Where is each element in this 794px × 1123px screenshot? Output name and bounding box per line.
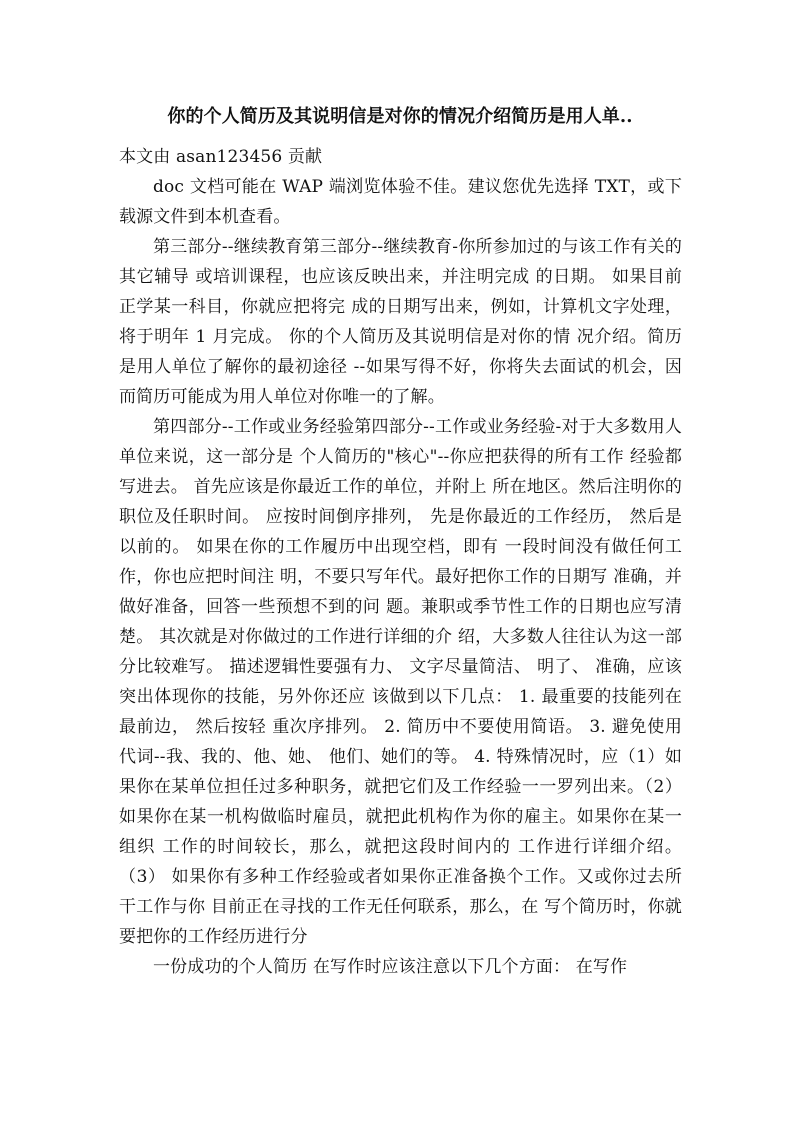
document-title: 你的个人简历及其说明信是对你的情况介绍简历是用人单.. [167,106,633,127]
contributor-line: 本文由 asan123456 贡献 [119,147,323,167]
document-body [119,142,682,982]
work-experience-paragraph: 第四部分--工作或业务经验第四部分--工作或业务经验-对于大多数用人单位来说，这一部分是 个人简历的"核心"--你应把获得的所有工作 经验都写进去。 首先应该是你最近工作的单位，并附上 所在地区。然后注明你的职位及任职时间。 应按时间倒序排列， 先是你最近的工作经历， 然后是以前的。 如果在你的工作履历中出现空档，即有 一段时间没有做任何工作，你也应把时间注 明，不要只写年代。最好把你工作的日期写 准确，并做好准备，回答一些预想不到的问 题。兼职或季节性工作的日期也应写清楚。 其次就是对你做过的工作进行详细的介 绍，大多数人往往认为这一部分比较难写。 描述逻辑性要强有力、 文字尽量简洁、 明了、 准确，应该突出体现你的技能，另外你还应 该做到以下几点： 1. 最重要的技能列在最前边， 然后按轻 重次序排列。 2. 简历中不要使用简语。 3. 避免使用代词--我、我的、他、她、 他们、她们的等。 4. 特殊情况时，应（1）如果你在某单位担任过多种职务，就把它们及工作经验一一罗列出来。（2）如果你在某一机构做临时雇员，就把此机构作为你的雇主。如果你在某一组织 工作的时间较长，那么，就把这段时间内的 工作进行详细介绍。 （3） 如果你有多种工作经验或者如果你正准备换个工作。又或你过去所干工作与你 目前正在寻找的工作无任何联系，那么，在 写个简历时，你就要把你的工作经历进行分 [119,417,682,947]
successful-resume-paragraph: 一份成功的个人简历 在写作时应该注意以下几个方面： 在写作 [153,957,628,977]
notice-paragraph: doc 文档可能在 WAP 端浏览体验不佳。建议您优先选择 TXT，或下载源文件到本机查看。 [119,177,682,227]
continuing-education-paragraph: 第三部分--继续教育第三部分--继续教育-你所参加过的与该工作有关的其它辅导 或培训课程，也应该反映出来，并注明完成 的日期。 如果目前正学某一科目，你就应把将完 成的日期写出来，例如，计算机文字处理， 将于明年 1 月完成。 你的个人简历及其说明信是对你的情 况介绍。简历是用人单位了解你的最初途径 --如果写得不好，你将失去面试的机会，因 而简历可能成为用人单位对你唯一的了解。 [119,237,682,407]
